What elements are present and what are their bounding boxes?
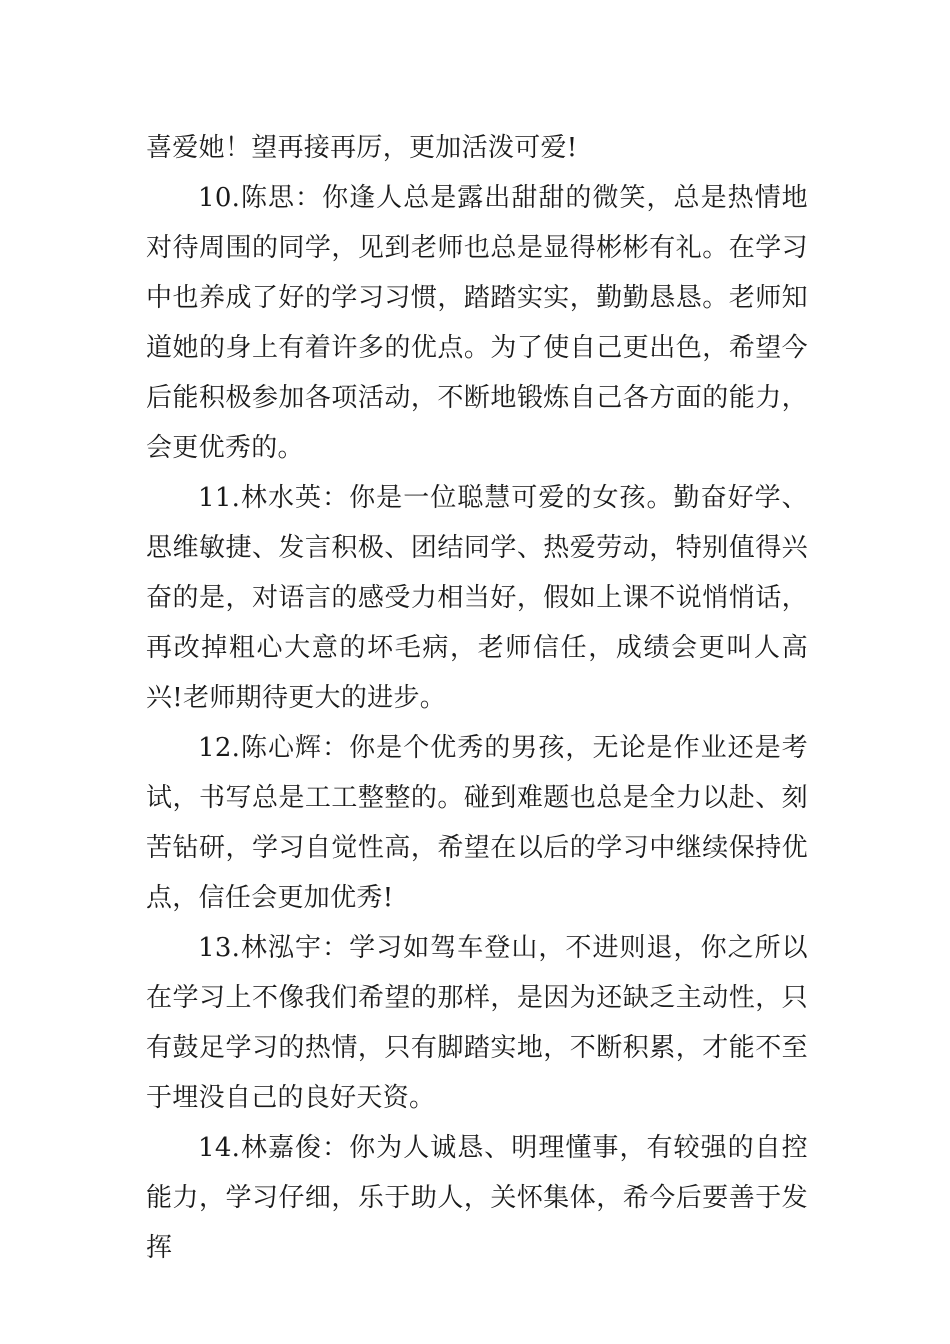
paragraph-comment-10: 10.陈思：你逢人总是露出甜甜的微笑，总是热情地对待周围的同学，见到老师也总是显得彬彬有礼。在学习中也养成了好的学习习惯，踏踏实实，勤勤恳恳。老师知道她的身上有着许多的优点。为了使自己更出色，希望今后能积极参加各项活动，不断地锻炼自己各方面的能力，会更优秀的。 — [146, 183, 808, 463]
paragraph-comment-13: 13.林泓宇：学习如驾车登山，不进则退，你之所以在学习上不像我们希望的那样，是因为还缺乏主动性，只有鼓足学习的热情，只有脚踏实地，不断积累，才能不至于埋没自己的良好天资。 — [146, 933, 808, 1113]
document-body — [146, 123, 808, 1273]
paragraph-comment-12: 12.陈心辉：你是个优秀的男孩，无论是作业还是考试，书写总是工工整整的。碰到难题也总是全力以赴、刻苦钻研，学习自觉性高，希望在以后的学习中继续保持优点，信任会更加优秀! — [146, 733, 808, 913]
paragraph-continuation: 喜爱她！望再接再厉，更加活泼可爱! — [146, 133, 578, 163]
paragraph-comment-14: 14.林嘉俊：你为人诚恳、明理懂事，有较强的自控能力，学习仔细，乐于助人，关怀集体，希今后要善于发挥 — [146, 1133, 808, 1263]
paragraph-comment-11: 11.林水英：你是一位聪慧可爱的女孩。勤奋好学、思维敏捷、发言积极、团结同学、热爱劳动，特别值得兴奋的是，对语言的感受力相当好，假如上课不说悄悄话，再改掉粗心大意的坏毛病，老师信任，成绩会更叫人高兴!老师期待更大的进步。 — [146, 483, 808, 713]
